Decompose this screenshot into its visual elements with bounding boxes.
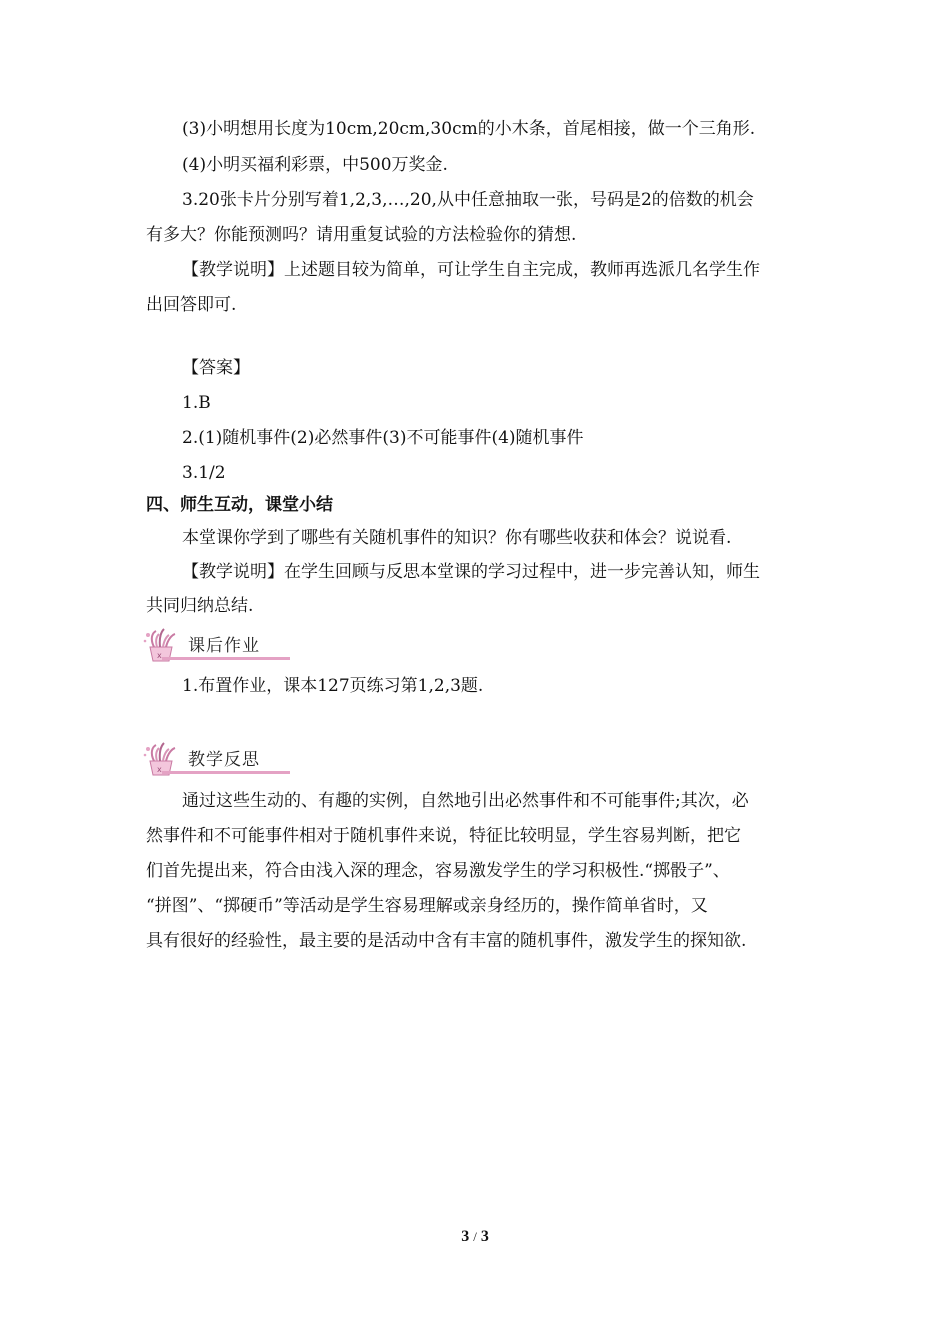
- teaching-note: 【教学说明】上述题目较为简单，可让学生自主完成，教师再选派几名学生作: [182, 260, 760, 280]
- text-line: 出回答即可.: [146, 295, 237, 315]
- page-current: 3: [461, 1228, 470, 1245]
- section-paragraph: 本堂课你学到了哪些有关随机事件的知识？你有哪些收获和体会？说说看.: [182, 528, 732, 548]
- page-separator: /: [473, 1229, 477, 1244]
- reflection-line: 然事件和不可能事件相对于随机事件来说，特征比较明显，学生容易判断，把它: [146, 826, 741, 846]
- reflection-line: 通过这些生动的、有趣的实例，自然地引出必然事件和不可能事件;其次，必: [182, 791, 749, 811]
- text-line: 有多大？你能预测吗？请用重复试验的方法检验你的猜想.: [146, 225, 577, 245]
- text-line: (3)小明想用长度为10cm,20cm,30cm的小木条，首尾相接，做一个三角形.: [182, 119, 756, 139]
- text-line: 共同归纳总结.: [146, 596, 254, 616]
- page-number: [0, 1228, 950, 1246]
- answer-item: 2.(1)随机事件(2)必然事件(3)不可能事件(4)随机事件: [182, 428, 584, 448]
- page-total: 3: [480, 1228, 489, 1245]
- badge-label: 教学反思: [188, 750, 260, 770]
- reflection-line: “拼图”、“掷硬币”等活动是学生容易理解或亲身经历的，操作简单省时，又: [146, 896, 708, 916]
- homework-badge: [140, 627, 290, 663]
- svg-text:x: x: [157, 651, 162, 660]
- badge-underline: [162, 657, 290, 660]
- section-heading: 四、师生互动，课堂小结: [146, 495, 333, 515]
- answer-item: 1.B: [182, 393, 211, 413]
- answers-title: 【答案】: [182, 358, 250, 378]
- badge-underline: [162, 771, 290, 774]
- reflection-line: 们首先提出来，符合由浅入深的理念，容易激发学生的学习积极性.“掷骰子”、: [146, 861, 730, 881]
- text-line: 3.20张卡片分别写着1,2,3,…,20,从中任意抽取一张，号码是2的倍数的机会: [182, 190, 754, 210]
- answer-item: 3.1/2: [182, 463, 226, 483]
- svg-text:x: x: [157, 765, 162, 774]
- reflection-line: 具有很好的经验性，最主要的是活动中含有丰富的随机事件，激发学生的探知欲.: [146, 931, 747, 951]
- badge-label: 课后作业: [188, 636, 260, 656]
- text-line: (4)小明买福利彩票，中500万奖金.: [182, 155, 448, 175]
- teaching-note: 【教学说明】在学生回顾与反思本堂课的学习过程中，进一步完善认知，师生: [182, 562, 760, 582]
- homework-text: 1.布置作业，课本127页练习第1,2,3题.: [182, 676, 484, 696]
- reflection-badge: [140, 741, 290, 777]
